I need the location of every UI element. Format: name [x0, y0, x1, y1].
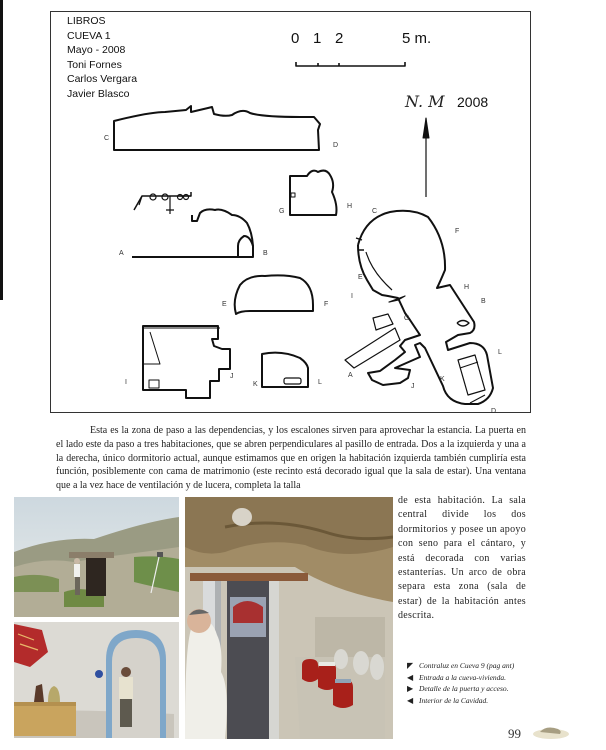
arrow-up-left-icon: ◤ — [407, 661, 414, 670]
label-e: E — [222, 301, 227, 308]
caption-text: Interior de la Cavidad. — [419, 695, 489, 705]
label-floor-g: G — [404, 315, 410, 322]
label-f: F — [324, 301, 329, 308]
label-b: B — [263, 250, 268, 257]
photo-cave-interior — [185, 497, 393, 739]
label-floor-f: F — [455, 228, 460, 235]
article-column-text: de esta habitación. La sala central divide los dos dormitorios y posee un apoyo con seno para el cántaro, y está decorada con varias estanterías. Un arco de obra separa esta zona (sala de estar) de la habitación antes descrita. — [398, 495, 526, 622]
label-g: G — [279, 208, 285, 215]
label-a: A — [119, 250, 124, 257]
label-floor-k: K — [440, 376, 445, 383]
plan-meta-line: Mayo - 2008 — [67, 44, 126, 56]
photo-cave-entrance — [14, 497, 179, 617]
scale-label-2: 2 — [335, 30, 344, 47]
label-floor-b: B — [481, 298, 486, 305]
scale-label-1: 1 — [313, 30, 322, 47]
scale-label-0: 0 — [291, 30, 300, 47]
caption-text: Contraluz en Cueva 9 (pag ant) — [419, 661, 515, 670]
publication-logo — [532, 722, 570, 740]
article-paragraph-text: Esta es la zona de paso a las dependencias, y los escalones sirven para aprovechar la estancia. La puerta en el lado este da paso a tres habitaciones, que se abren perpendiculares al pasillo de entrada. Dos a la izquierda y una a la derecha, único dormitorio actual, aunque estimamos que en origen la habitación izquierda también cumpliría esta función, posiblemente con cama de matrimonio (este recinto está decorado igual que la sala de estar). Una ventana que a la vez hace de ventilación y de lucera, completa la talla — [56, 425, 526, 492]
label-floor-j: J — [411, 383, 415, 390]
label-h: H — [347, 203, 353, 210]
label-floor-a: A — [348, 372, 353, 379]
section-ef-outline — [235, 275, 313, 314]
scale-label-5: 5 m. — [402, 30, 432, 47]
label-floor-h: H — [464, 284, 470, 291]
article-paragraph — [56, 424, 526, 493]
section-ij-outline — [143, 326, 230, 398]
plan-meta-line: Toni Fornes — [67, 58, 122, 71]
section-ab-outline — [132, 236, 253, 257]
label-d: D — [333, 142, 339, 149]
north-year: 2008 — [457, 94, 489, 110]
label-floor-l: L — [498, 349, 502, 356]
plan-meta-line: Javier Blasco — [67, 87, 130, 100]
floor-plan-outline — [358, 211, 493, 404]
section-gh-outline — [290, 171, 337, 215]
plan-meta-line: Carlos Vergara — [67, 73, 138, 85]
label-floor-d: D — [491, 408, 497, 415]
north-initials: N. M — [405, 92, 445, 111]
label-j: J — [230, 373, 234, 380]
label-floor-e: E — [358, 274, 363, 281]
caption-text: Entrada a la cueva-vivienda. — [419, 672, 507, 682]
label-floor-i: I — [351, 293, 353, 300]
plan-meta-line: LIBROS — [67, 15, 106, 27]
scale-bar — [296, 62, 405, 66]
section-cd-outline — [114, 106, 320, 150]
caption-item — [407, 660, 514, 672]
caption-item — [407, 672, 514, 684]
photo-arch-doorway — [14, 622, 179, 738]
arrow-left-icon: ◀ — [407, 672, 414, 682]
caption-item — [407, 683, 514, 695]
page-number: 99 — [508, 726, 521, 741]
photo-captions — [407, 660, 514, 706]
label-c: C — [104, 135, 110, 142]
label-l: L — [318, 379, 322, 386]
label-k: K — [253, 381, 258, 388]
label-i: I — [125, 379, 127, 386]
plan-meta-line: CUEVA 1 — [67, 29, 111, 42]
label-floor-c: C — [372, 208, 378, 215]
arrow-left-icon: ◀ — [407, 695, 414, 705]
caption-text: Detalle de la puerta y acceso. — [419, 684, 509, 693]
caption-item — [407, 695, 514, 707]
arrow-right-icon: ▶ — [407, 684, 414, 693]
article-column — [398, 494, 526, 624]
